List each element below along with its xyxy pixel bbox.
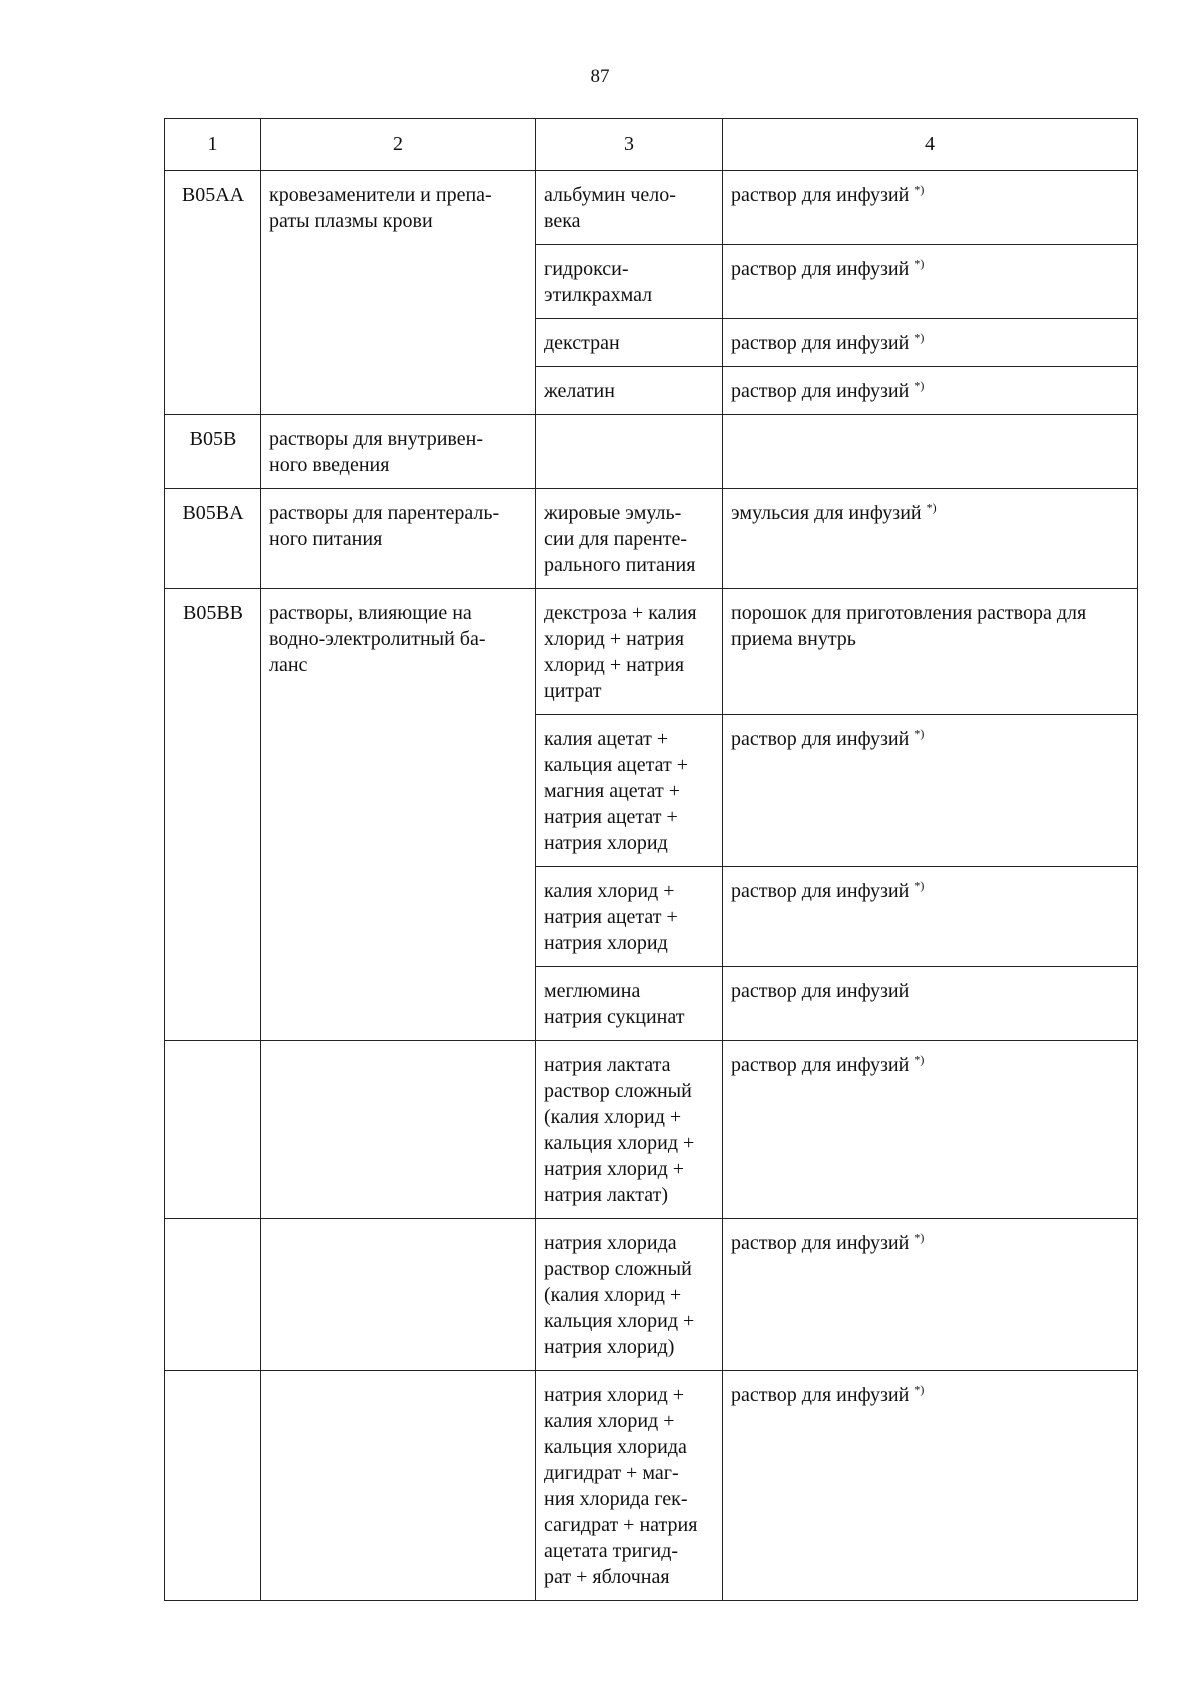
- dosage-form-cell: [723, 319, 1138, 367]
- dosage-form-text: порошок для приготовления раствора для приема внутрь: [731, 602, 1087, 650]
- footnote-mark: *): [914, 726, 925, 741]
- dosage-form-cell: [723, 1219, 1138, 1371]
- column-header: 2: [261, 119, 536, 171]
- group-name-cell: [261, 1041, 536, 1219]
- footnote-mark: *): [914, 330, 925, 345]
- dosage-form-cell: [723, 367, 1138, 415]
- dosage-form-cell: [723, 489, 1138, 589]
- dosage-form-text: раствор для инфузий: [731, 184, 910, 206]
- column-header: 4: [723, 119, 1138, 171]
- dosage-form-text: эмульсия для инфузий: [731, 502, 922, 524]
- group-name-cell: [261, 1371, 536, 1601]
- table-row: [165, 489, 1138, 589]
- atc-code-cell: [165, 1041, 261, 1219]
- group-name-cell: растворы для парентераль- ного питания: [261, 489, 536, 589]
- footnote-mark: *): [914, 1382, 925, 1397]
- footnote-mark: *): [926, 500, 937, 515]
- footnote-mark: *): [914, 1052, 925, 1067]
- atc-code-cell: [165, 1219, 261, 1371]
- dosage-form-text: раствор для инфузий: [731, 728, 910, 750]
- substance-cell: жировые эмуль- сии для паренте- рального питания: [536, 489, 723, 589]
- dosage-form-text: раствор для инфузий: [731, 258, 910, 280]
- footnote-mark: *): [914, 878, 925, 893]
- dosage-form-text: раствор для инфузий: [731, 332, 910, 354]
- dosage-form-cell: [723, 1041, 1138, 1219]
- dosage-form-text: раствор для инфузий: [731, 1384, 910, 1406]
- substance-cell: декстран: [536, 319, 723, 367]
- substance-cell: альбумин чело- века: [536, 171, 723, 245]
- substance-cell: желатин: [536, 367, 723, 415]
- table-row: [165, 415, 1138, 489]
- group-name-cell: [261, 1219, 536, 1371]
- substance-cell: калия ацетат + кальция ацетат + магния ацетат + натрия ацетат + натрия хлорид: [536, 715, 723, 867]
- group-name-cell: кровезаменители и препа- раты плазмы крови: [261, 171, 536, 415]
- dosage-form-cell: [723, 415, 1138, 489]
- dosage-form-text: раствор для инфузий: [731, 980, 910, 1002]
- table-row: [165, 1219, 1138, 1371]
- dosage-form-text: раствор для инфузий: [731, 880, 910, 902]
- atc-code-cell: B05AA: [165, 171, 261, 415]
- page-number: 87: [590, 66, 610, 87]
- substance-cell: декстроза + калия хлорид + натрия хлорид + натрия цитрат: [536, 589, 723, 715]
- dosage-form-cell: [723, 589, 1138, 715]
- atc-code-cell: B05B: [165, 415, 261, 489]
- dosage-form-text: раствор для инфузий: [731, 1054, 910, 1076]
- substance-cell: калия хлорид + натрия ацетат + натрия хлорид: [536, 867, 723, 967]
- substance-cell: меглюмина натрия сукцинат: [536, 967, 723, 1041]
- footnote-mark: *): [914, 378, 925, 393]
- dosage-form-cell: [723, 1371, 1138, 1601]
- dosage-form-cell: [723, 715, 1138, 867]
- substance-cell: натрия лактата раствор сложный (калия хлорид + кальция хлорид + натрия хлорид + натрия лактат): [536, 1041, 723, 1219]
- table-row: [165, 171, 1138, 245]
- table-row: [165, 1371, 1138, 1601]
- atc-code-cell: B05BB: [165, 589, 261, 1041]
- dosage-form-cell: [723, 245, 1138, 319]
- footnote-mark: *): [914, 256, 925, 271]
- dosage-form-text: раствор для инфузий: [731, 380, 910, 402]
- substance-cell: натрия хлорида раствор сложный (калия хлорид + кальция хлорид + натрия хлорид): [536, 1219, 723, 1371]
- dosage-form-cell: [723, 967, 1138, 1041]
- atc-code-cell: [165, 1371, 261, 1601]
- column-header: 3: [536, 119, 723, 171]
- footnote-mark: *): [914, 182, 925, 197]
- substance-cell: натрия хлорид + калия хлорид + кальция хлорида дигидрат + маг- ния хлорида гек- сагидрат + натрия ацетата тригид- рат + яблочная: [536, 1371, 723, 1601]
- substance-cell: гидрокси- этилкрахмал: [536, 245, 723, 319]
- table-header-row: [165, 119, 1138, 171]
- column-header: 1: [165, 119, 261, 171]
- medicines-table: [164, 118, 1138, 1601]
- table-row: [165, 1041, 1138, 1219]
- footnote-mark: *): [914, 1230, 925, 1245]
- table-row: [165, 589, 1138, 715]
- dosage-form-text: раствор для инфузий: [731, 1232, 910, 1254]
- dosage-form-cell: [723, 867, 1138, 967]
- dosage-form-cell: [723, 171, 1138, 245]
- group-name-cell: растворы, влияющие на водно-электролитный ба- ланс: [261, 589, 536, 1041]
- atc-code-cell: B05BA: [165, 489, 261, 589]
- group-name-cell: растворы для внутривен- ного введения: [261, 415, 536, 489]
- substance-cell: [536, 415, 723, 489]
